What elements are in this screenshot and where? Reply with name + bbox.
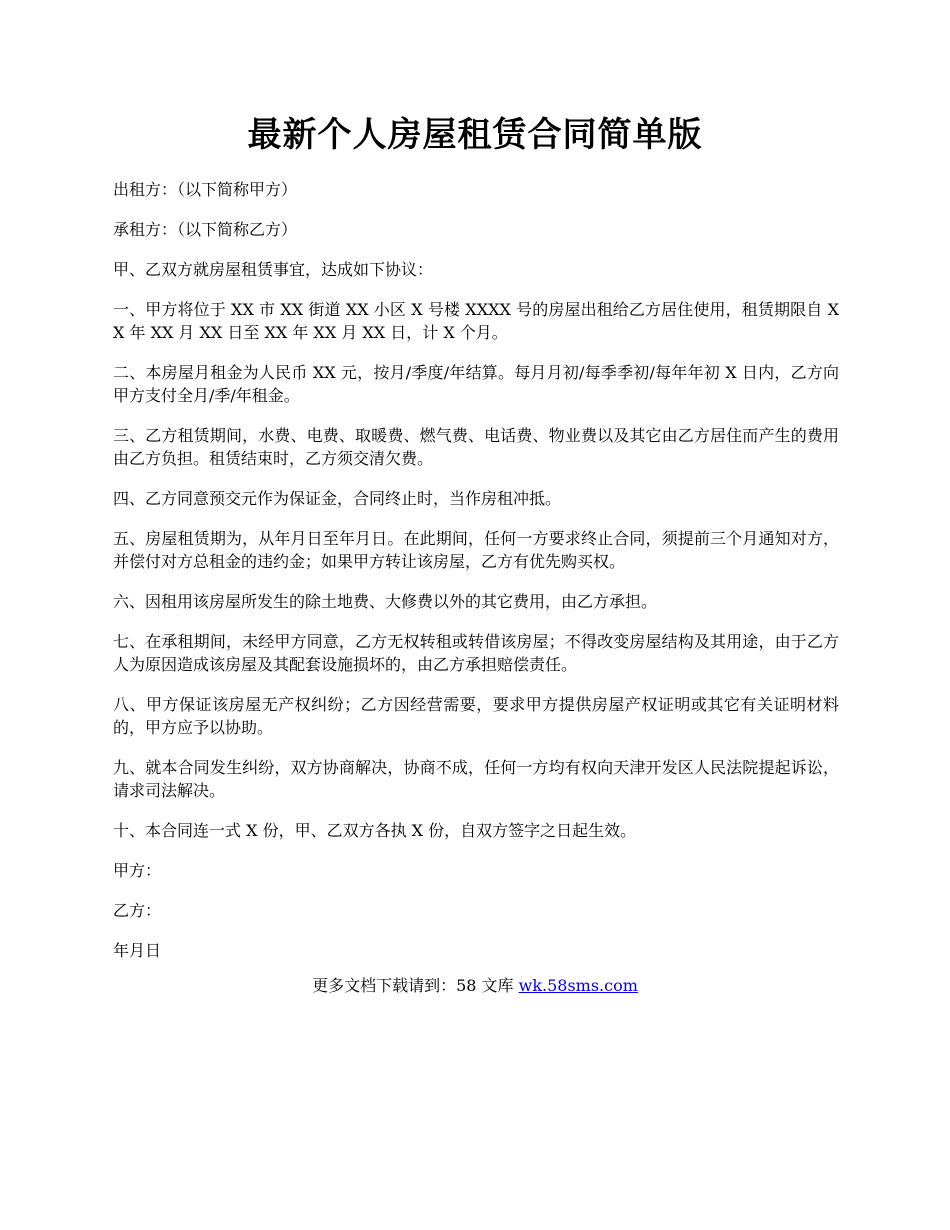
clause-10: 十、本合同连一式 X 份，甲、乙双方各执 X 份，自双方签字之日起生效。 [113,821,637,840]
download-footer [0,974,950,997]
clause-4: 四、乙方同意预交元作为保证金，合同终止时，当作房租冲抵。 [113,489,562,508]
clause-9: 九、就本合同发生纠纷，双方协商解决，协商不成，任何一方均有权向天津开发区人民法院提起诉讼，请求司法解决。 [113,758,839,800]
clause-6: 六、因租用该房屋所发生的除土地费、大修费以外的其它费用，由乙方承担。 [113,592,658,611]
document-body [113,178,839,979]
signature-party-b: 乙方： [113,901,162,920]
signature-party-a: 甲方： [113,861,162,880]
paragraph-lessor: 出租方：（以下简称甲方） [113,180,298,199]
clause-3: 三、乙方租赁期间，水费、电费、取暖费、燃气费、电话费、物业费以及其它由乙方居住而产生的费用由乙方负担。租赁结束时，乙方须交清欠费。 [113,426,839,468]
clause-5: 五、房屋租赁期为，从年月日至年月日。在此期间，任何一方要求终止合同，须提前三个月通知对方，并偿付对方总租金的违约金；如果甲方转让该房屋，乙方有优先购买权。 [113,529,839,571]
footer-link[interactable]: wk.58sms.com [518,976,638,995]
document-title: 最新个人房屋租赁合同简单版 [247,115,703,155]
paragraph-lessee: 承租方：（以下简称乙方） [113,220,298,239]
clause-1: 一、甲方将位于 XX 市 XX 街道 XX 小区 X 号楼 XXXX 号的房屋出租给乙方居住使用，租赁期限自 XX 年 XX 月 XX 日至 XX 年 XX 月 XX 日，计 X 个月。 [113,300,839,342]
paragraph-intro: 甲、乙双方就房屋租赁事宜，达成如下协议： [113,260,434,279]
clause-2: 二、本房屋月租金为人民币 XX 元，按月/季度/年结算。每月月初/每季季初/每年年初 X 日内，乙方向甲方支付全月/季/年租金。 [113,363,839,405]
footer-text: 更多文档下载请到：58 文库 [312,976,519,995]
clause-7: 七、在承租期间，未经甲方同意，乙方无权转租或转借该房屋；不得改变房屋结构及其用途，由于乙方人为原因造成该房屋及其配套设施损坏的，由乙方承担赔偿责任。 [113,632,839,674]
signature-date: 年月日 [113,941,162,960]
clause-8: 八、甲方保证该房屋无产权纠纷；乙方因经营需要，要求甲方提供房屋产权证明或其它有关证明材料的，甲方应予以协助。 [113,695,839,737]
